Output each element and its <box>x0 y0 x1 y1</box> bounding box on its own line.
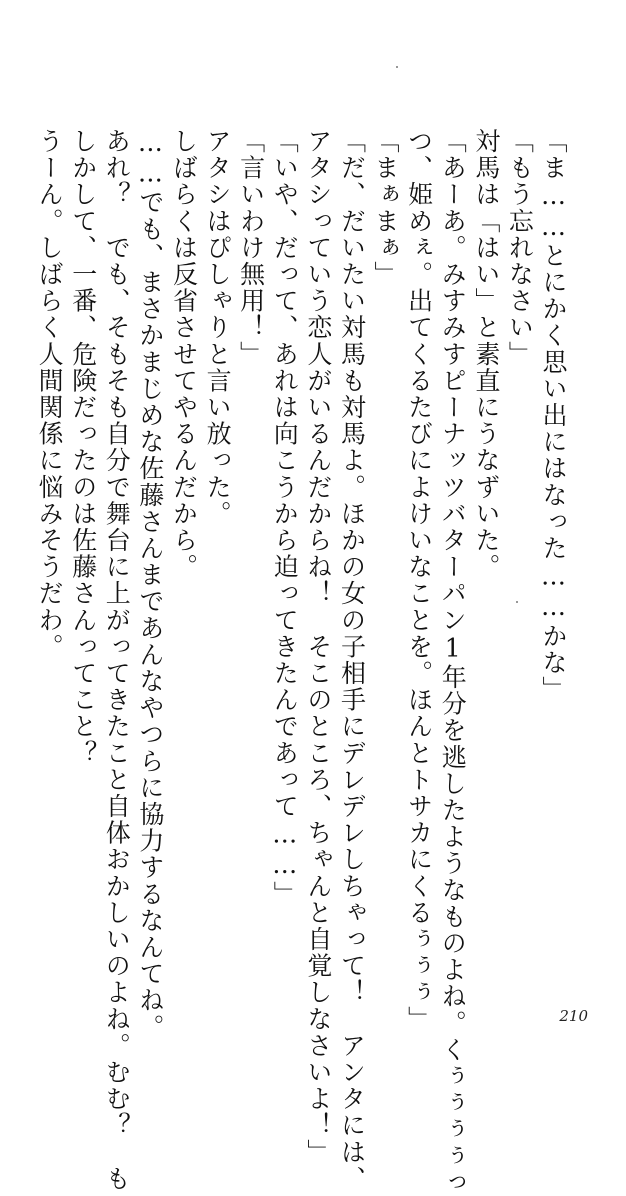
page-number: 210 <box>559 1007 588 1025</box>
paper-speck <box>396 66 398 68</box>
text-line: 「あーあ。みすみすピーナッツバターパン1年分を逃したようなものよね。くぅぅぅぅっ <box>438 128 468 1196</box>
text-line: 「言いわけ無用！」 <box>236 128 266 368</box>
text-line: うーん。しばらく人間関係に悩みそうだわ。 <box>35 128 65 660</box>
text-line: 「もう忘れなさい」 <box>505 128 535 368</box>
text-line: 「だ、だいたい対馬も対馬よ。ほかの女の子相手にデレデレしちゃって！ アンタには、 <box>337 128 367 1192</box>
text-line: 「まぁまぁ」 <box>371 128 401 288</box>
text-line: アタシっていう恋人がいるんだからね！ そこのところ、ちゃんと自覚しなさいよ！」 <box>303 128 333 1166</box>
text-line: あれ？ でも、そもそも自分で舞台に上がってきたこと自体おかしいのよね。むむ？ も <box>102 128 132 1192</box>
text-line: つ、姫めぇ。出てくるたびによけいなことを。ほんとトサカにくるぅぅぅ」 <box>404 128 434 1033</box>
text-line: しばらくは反省させてやるんだから。 <box>169 128 199 581</box>
text-line: ……でも、まさかまじめな佐藤さんまであんなやつらに協力するなんてね。 <box>135 128 165 1041</box>
text-line: 「いや、だって、あれは向こうから迫ってきたんであって……」 <box>270 128 300 908</box>
text-line: しかして、一番、危険だったのは佐藤さんってこと？ <box>68 128 98 767</box>
text-line: 「ま……とにかく思い出にはなった……かな」 <box>539 128 568 703</box>
paper-speck <box>516 601 518 603</box>
text-line: 対馬は「はい」と素直にうなずいた。 <box>471 128 501 581</box>
vertical-text-block <box>33 128 571 1196</box>
text-line: アタシはぴしゃりと言い放った。 <box>203 128 233 527</box>
